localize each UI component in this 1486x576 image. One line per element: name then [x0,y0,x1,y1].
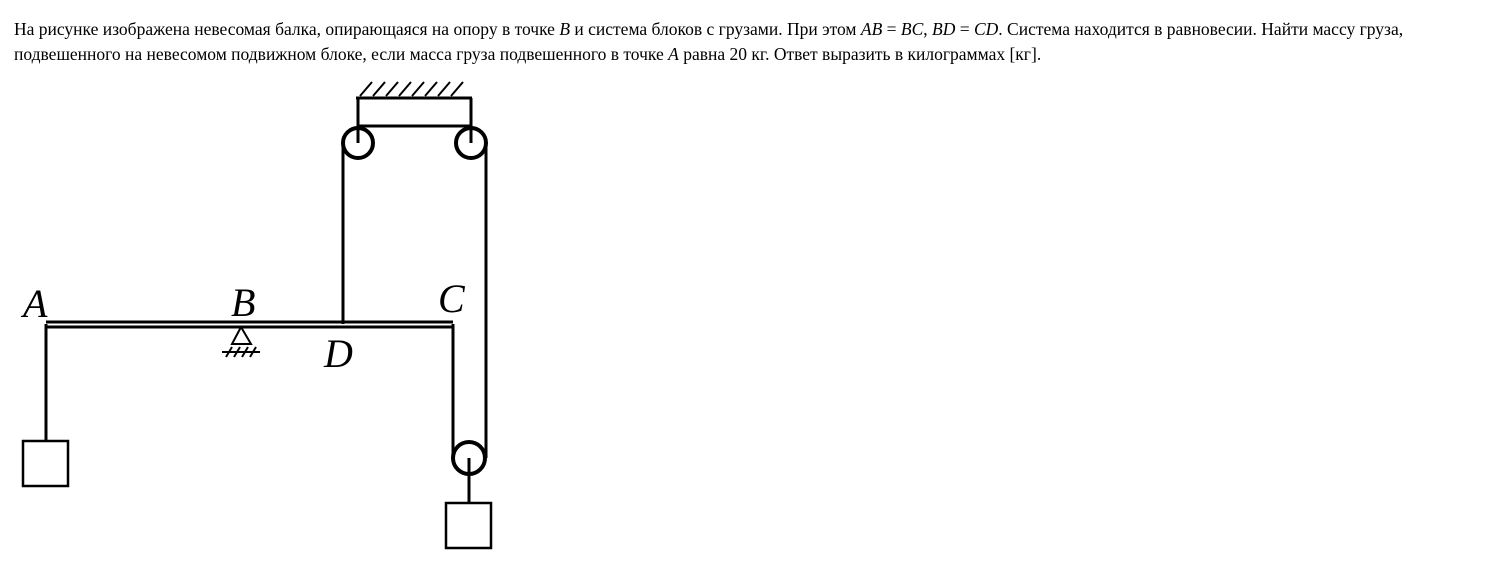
support-b [222,327,260,357]
problem-text-5: = [955,19,974,39]
problem-text-4: , [923,19,933,39]
weight-a [23,441,68,486]
problem-text-3: = [882,19,901,39]
problem-statement [14,17,1474,67]
weight-movable [446,503,491,548]
ceiling-hatching [360,82,463,96]
problem-text-7: равна 20 кг. Ответ выразить в килограммах [кг]. [678,44,1042,64]
problem-text-2: и система блоков с грузами. При этом [570,19,861,39]
problem-text-1: На рисунке изображена невесомая балка, опирающаяся на опору в точке [14,19,560,39]
bc-ref: BC [900,19,924,39]
problem-text-6: . Система находится в равновесии. Найти массу груза, подвешенного на невесомом подвижном блоке, если масса груза подвешенного в точке [14,19,1404,64]
point-a-ref: A [668,44,679,64]
ab-ref: AB [860,19,883,39]
point-b-ref: B [559,19,571,39]
pulley-beam-diagram [0,70,520,556]
label-c: C [438,276,465,321]
label-a: A [23,281,48,326]
cd-ref: CD [973,19,999,39]
bd-ref: BD [932,19,956,39]
label-d: D [324,331,353,376]
label-b: B [231,280,256,325]
